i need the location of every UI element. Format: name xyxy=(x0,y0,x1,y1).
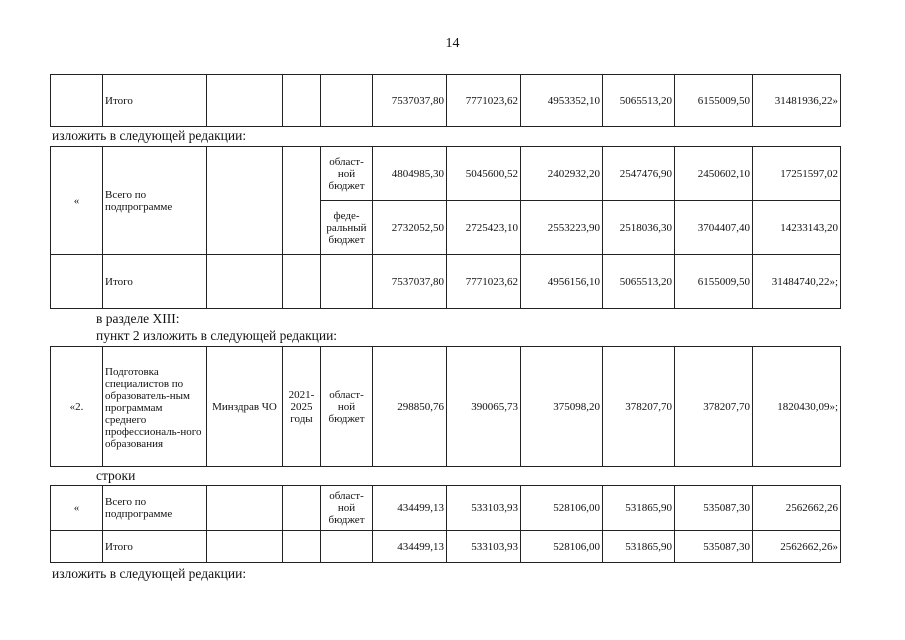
open-quote: « xyxy=(51,147,103,255)
value-cell: 2450602,10 xyxy=(675,147,753,201)
value-cell: 4804985,30 xyxy=(373,147,447,201)
value-cell: 375098,20 xyxy=(521,347,603,467)
value-cell: 531865,90 xyxy=(603,531,675,563)
value-cell: 390065,73 xyxy=(447,347,521,467)
table-row xyxy=(51,75,841,127)
table-subprogram-new xyxy=(50,146,841,309)
value-cell: 378207,70 xyxy=(603,347,675,467)
value-cell: 2518036,30 xyxy=(603,201,675,255)
empty-cell xyxy=(321,531,373,563)
executor: Минздрав ЧО xyxy=(207,347,283,467)
value-cell: 14233143,20 xyxy=(753,201,841,255)
row-name: Итого xyxy=(103,75,207,127)
value-cell: 528106,00 xyxy=(521,486,603,531)
table-total-old xyxy=(50,74,841,127)
empty-cell xyxy=(283,531,321,563)
table-row xyxy=(51,531,841,563)
item-name: Подготовка специалистов по образователь-ным программам среднего профессиональ-ного образования xyxy=(103,347,207,467)
value-cell: 434499,13 xyxy=(373,486,447,531)
value-cell: 2402932,20 xyxy=(521,147,603,201)
value-cell: 17251597,02 xyxy=(753,147,841,201)
value-cell: 2725423,10 xyxy=(447,201,521,255)
value-cell: 6155009,50 xyxy=(675,255,753,309)
value-cell: 5065513,20 xyxy=(603,75,675,127)
page-number: 14 xyxy=(445,36,460,51)
table-row xyxy=(51,147,841,201)
row-name: Итого xyxy=(103,531,207,563)
value-cell: 378207,70 xyxy=(675,347,753,467)
value-cell: 5045600,52 xyxy=(447,147,521,201)
value-cell: 31484740,22»; xyxy=(753,255,841,309)
value-cell: 2562662,26 xyxy=(753,486,841,531)
value-cell: 7537037,80 xyxy=(373,75,447,127)
value-cell: 528106,00 xyxy=(521,531,603,563)
row-name: Итого xyxy=(103,255,207,309)
item-number: «2. xyxy=(51,347,103,467)
value-cell: 434499,13 xyxy=(373,531,447,563)
empty-cell xyxy=(283,147,321,255)
empty-cell xyxy=(207,147,283,255)
value-cell: 7537037,80 xyxy=(373,255,447,309)
budget-label: феде-ральный бюджет xyxy=(321,201,373,255)
empty-cell xyxy=(51,75,103,127)
years: 2021-2025 годы xyxy=(283,347,321,467)
empty-cell xyxy=(207,486,283,531)
value-cell: 535087,30 xyxy=(675,531,753,563)
table-row xyxy=(51,347,841,467)
value-cell: 7771023,62 xyxy=(447,255,521,309)
budget-label: област-ной бюджет xyxy=(321,347,373,467)
empty-cell xyxy=(207,531,283,563)
table-row xyxy=(51,255,841,309)
empty-cell xyxy=(321,75,373,127)
value-cell: 7771023,62 xyxy=(447,75,521,127)
value-cell: 2547476,90 xyxy=(603,147,675,201)
budget-label: област-ной бюджет xyxy=(321,147,373,201)
value-cell: 533103,93 xyxy=(447,486,521,531)
table-item-2 xyxy=(50,346,841,467)
value-cell: 4956156,10 xyxy=(521,255,603,309)
value-cell: 2562662,26» xyxy=(753,531,841,563)
open-quote: « xyxy=(51,486,103,531)
value-cell: 535087,30 xyxy=(675,486,753,531)
budget-label: област-ной бюджет xyxy=(321,486,373,531)
empty-cell xyxy=(51,531,103,563)
empty-cell xyxy=(51,255,103,309)
subprogram-label: Всего по подпрограмме xyxy=(103,486,207,531)
paragraph-text: пункт 2 изложить в следующей редакции: xyxy=(96,328,338,343)
value-cell: 298850,76 xyxy=(373,347,447,467)
value-cell: 4953352,10 xyxy=(521,75,603,127)
empty-cell xyxy=(207,255,283,309)
value-cell: 531865,90 xyxy=(603,486,675,531)
value-cell: 533103,93 xyxy=(447,531,521,563)
empty-cell xyxy=(283,486,321,531)
paragraph-text: изложить в следующей редакции: xyxy=(52,566,247,581)
value-cell: 2553223,90 xyxy=(521,201,603,255)
table-subprogram-old xyxy=(50,485,841,563)
value-cell: 1820430,09»; xyxy=(753,347,841,467)
empty-cell xyxy=(321,255,373,309)
table-row xyxy=(51,486,841,531)
value-cell: 6155009,50 xyxy=(675,75,753,127)
value-cell: 3704407,40 xyxy=(675,201,753,255)
empty-cell xyxy=(207,75,283,127)
subprogram-label: Всего по подпрограмме xyxy=(103,147,207,255)
paragraph-text: изложить в следующей редакции: xyxy=(52,128,247,143)
value-cell: 31481936,22» xyxy=(753,75,841,127)
paragraph-text: строки xyxy=(96,468,136,483)
paragraph-text: в разделе XIII: xyxy=(96,311,180,326)
value-cell: 2732052,50 xyxy=(373,201,447,255)
empty-cell xyxy=(283,75,321,127)
empty-cell xyxy=(283,255,321,309)
value-cell: 5065513,20 xyxy=(603,255,675,309)
